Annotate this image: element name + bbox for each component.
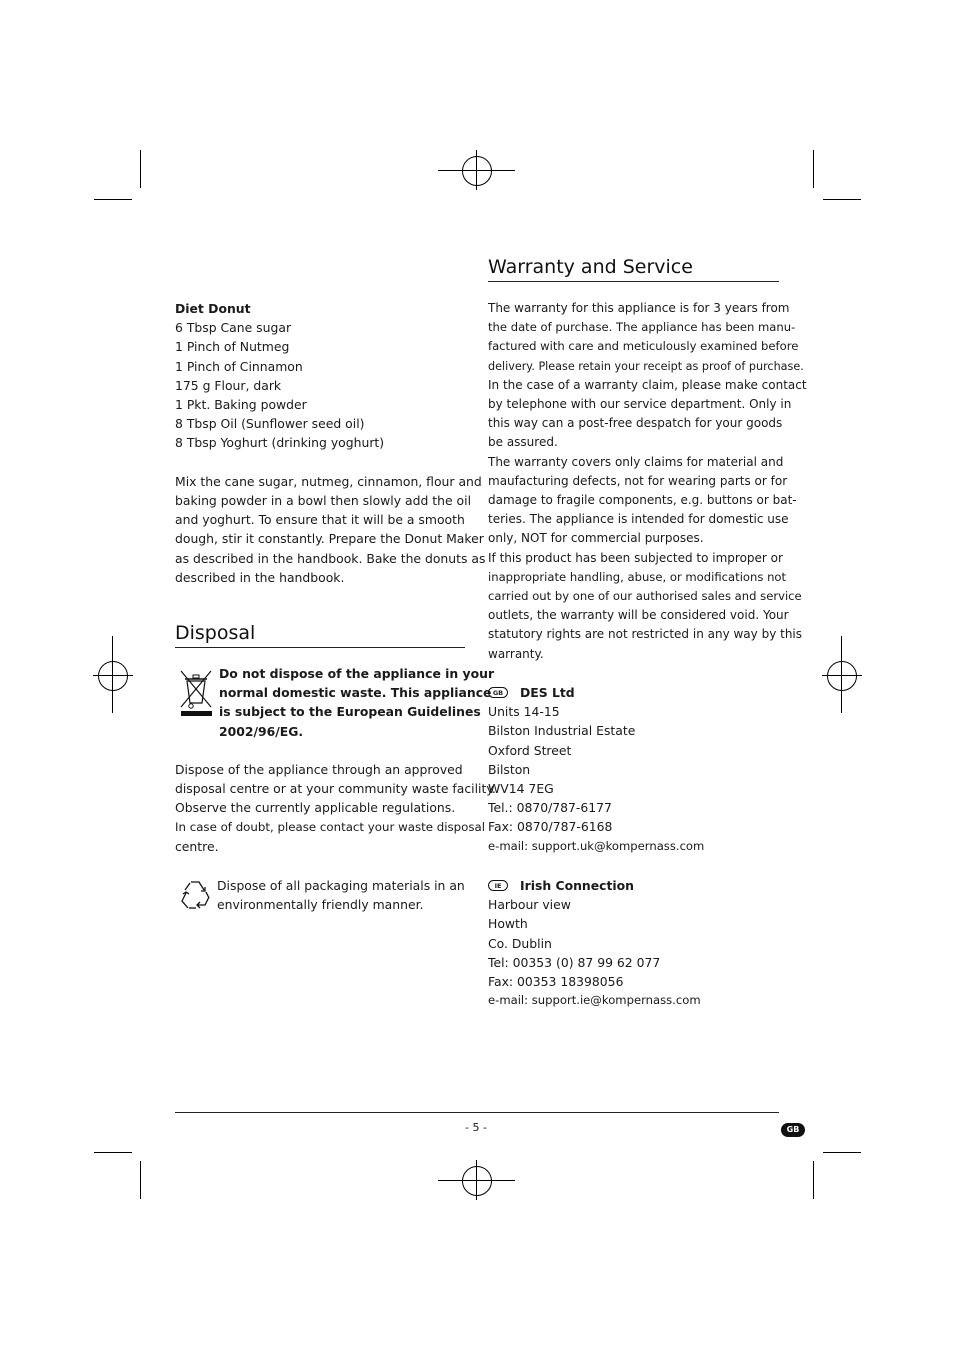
packaging-line: Dispose of all packaging materials in an (217, 878, 465, 893)
ingredient: 1 Pkt. Baking powder (175, 397, 307, 413)
warranty-line: warranty. (488, 646, 544, 661)
disposal-body-line: Observe the currently applicable regulations. (175, 800, 456, 816)
warranty-heading: Warranty and Service (488, 256, 693, 278)
warranty-line: If this product has been subjected to improper or (488, 550, 783, 565)
warranty-line: carried out by one of our authorised sales and service (488, 589, 802, 604)
packaging-line: environmentally friendly manner. (217, 897, 424, 913)
warranty-line: teries. The appliance is intended for domestic use (488, 512, 789, 527)
contact-line: Howth (488, 916, 528, 932)
contact-email: e-mail: support.uk@kompernass.com (488, 838, 705, 853)
warranty-line: inappropriate handling, abuse, or modifications not (488, 569, 787, 584)
language-badge: GB (781, 1123, 805, 1137)
contact-email: e-mail: support.ie@kompernass.com (488, 993, 701, 1008)
contact-name: Irish Connection (520, 878, 634, 893)
warranty-line: this way can a post-free despatch for your goods (488, 416, 783, 431)
ingredient: 1 Pinch of Nutmeg (175, 339, 290, 355)
method-line: baking powder in a bowl then slowly add the oil (175, 493, 472, 509)
ingredient: 175 g Flour, dark (175, 377, 282, 393)
disposal-warning-line: is subject to the European Guidelines (219, 704, 481, 720)
contact-name: DES Ltd (520, 685, 575, 700)
footer-rule (175, 1112, 779, 1113)
contact-gb (488, 683, 780, 856)
contact-line: WV14 7EG (488, 781, 554, 797)
disposal-body (175, 760, 496, 856)
warranty-line: by telephone with our service department. Only in (488, 397, 792, 412)
contact-line: Oxford Street (488, 742, 572, 758)
warranty-line: The warranty for this appliance is for 3 years from (488, 301, 790, 315)
packaging-note (217, 876, 467, 914)
warranty-body (488, 299, 807, 664)
crop-mark (823, 199, 861, 200)
warranty-line: The warranty covers only claims for material and (488, 454, 784, 469)
method-line: dough, stir it constantly. Prepare the Donut Maker (175, 531, 484, 547)
contact-line: Harbour view (488, 897, 571, 913)
crop-mark (94, 1152, 132, 1153)
disposal-warning (219, 664, 495, 741)
contact-line: Bilston Industrial Estate (488, 723, 636, 739)
crop-mark (813, 1161, 814, 1199)
ingredient: 6 Tbsp Cane sugar (175, 320, 292, 336)
contact-line: Bilston (488, 761, 531, 777)
page-number: - 5 - (465, 1121, 487, 1134)
recipe-section (175, 299, 486, 587)
crop-mark (140, 1161, 141, 1199)
disposal-body-line: In case of doubt, please contact your waste disposal (175, 819, 485, 834)
recipe-title: Diet Donut (175, 301, 251, 316)
method-line: and yoghurt. To ensure that it will be a smooth (175, 512, 465, 528)
contact-line: Tel.: 0870/787-6177 (488, 800, 612, 816)
method-line: as described in the handbook. Bake the donuts as (175, 550, 486, 566)
contact-line: Co. Dublin (488, 935, 552, 951)
warranty-line: the date of purchase. The appliance has been manu- (488, 320, 796, 335)
disposal-warning-line: normal domestic waste. This appliance (219, 685, 492, 701)
contact-ie (488, 876, 780, 1010)
ingredient: 8 Tbsp Yoghurt (drinking yoghurt) (175, 435, 385, 451)
disposal-body-line: centre. (175, 838, 219, 854)
warranty-line: In the case of a warranty claim, please make contact (488, 377, 807, 392)
disposal-body-line: Dispose of the appliance through an approved (175, 762, 463, 777)
country-badge-ie: IE (488, 880, 508, 891)
contact-line: Fax: 00353 18398056 (488, 974, 624, 990)
disposal-heading: Disposal (175, 622, 256, 644)
warranty-line: only, NOT for commercial purposes. (488, 531, 704, 546)
disposal-warning-line: 2002/96/EG. (219, 723, 304, 739)
method-line: described in the handbook. (175, 569, 345, 585)
disposal-warning-line: Do not dispose of the appliance in your (219, 666, 495, 681)
warranty-heading-rule (488, 281, 779, 282)
ingredient: 1 Pinch of Cinnamon (175, 358, 303, 374)
disposal-heading-rule (175, 647, 465, 648)
contact-line: Tel: 00353 (0) 87 99 62 077 (488, 954, 661, 970)
ingredient: 8 Tbsp Oil (Sunflower seed oil) (175, 416, 365, 432)
warranty-line: be assured. (488, 435, 558, 450)
warranty-line: outlets, the warranty will be considered void. Your (488, 608, 789, 623)
crop-mark (823, 1152, 861, 1153)
crop-mark (140, 150, 141, 188)
warranty-line: delivery. Please retain your receipt as proof of purchase. (488, 359, 804, 373)
warranty-line: maufacturing defects, not for wearing parts or for (488, 473, 788, 488)
warranty-line: statutory rights are not restricted in any way by this (488, 627, 803, 642)
crop-mark (813, 150, 814, 188)
recycling-icon (176, 877, 214, 915)
contact-line: Fax: 0870/787-6168 (488, 819, 613, 835)
crossed-out-wheelie-bin-icon (178, 667, 214, 719)
country-badge-gb: GB (488, 687, 508, 698)
crop-mark (94, 199, 132, 200)
disposal-body-line: disposal centre or at your community waste facility. (175, 781, 496, 797)
warranty-line: damage to fragile components, e.g. buttons or bat- (488, 493, 797, 508)
method-line: Mix the cane sugar, nutmeg, cinnamon, flour and (175, 473, 482, 489)
warranty-line: factured with care and meticulously examined before (488, 339, 799, 354)
contact-line: Units 14-15 (488, 704, 560, 720)
